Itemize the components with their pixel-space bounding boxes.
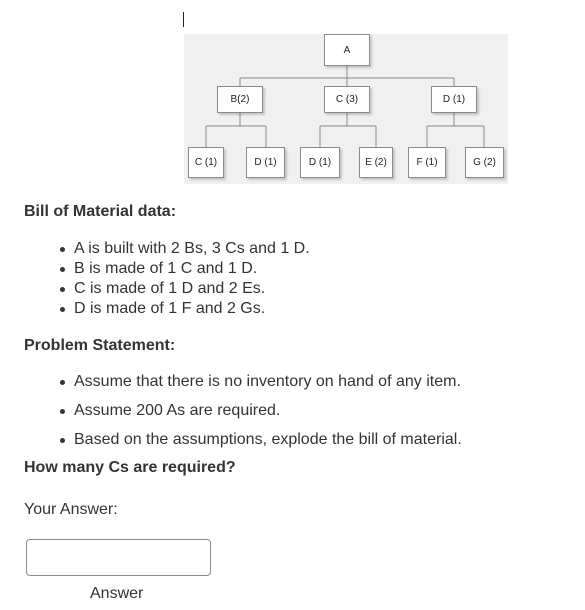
answer-caption: Answer: [90, 585, 144, 602]
bom-tree-diagram: [184, 34, 508, 184]
list-item: B is made of 1 C and 1 D.: [58, 259, 310, 279]
list-item: Based on the assumptions, explode the bill of material.: [58, 428, 462, 457]
list-item: A is built with 2 Bs, 3 Cs and 1 D.: [58, 239, 310, 259]
list-item: D is made of 1 F and 2 Gs.: [58, 299, 310, 319]
problem-list: [58, 370, 462, 457]
list-item: Assume 200 As are required.: [58, 399, 462, 428]
list-item: Assume that there is no inventory on hand of any item.: [58, 370, 462, 399]
bom-heading: Bill of Material data:: [24, 203, 177, 220]
bom-node-b-d: D (1): [246, 147, 285, 178]
problem-heading: Problem Statement:: [24, 337, 176, 354]
bom-node-c-e: E (2): [359, 147, 393, 178]
bom-node-d-g: G (2): [465, 147, 504, 178]
bom-list: [58, 239, 310, 319]
bom-node-d-f: F (1): [408, 147, 446, 178]
bom-node-b-c: C (1): [188, 147, 224, 178]
bom-node-c: C (3): [324, 86, 370, 113]
bom-node-c-d: D (1): [300, 147, 340, 178]
bom-node-d: D (1): [431, 86, 477, 113]
bom-node-a: A: [324, 34, 370, 66]
bom-node-b: B(2): [217, 86, 263, 113]
text-cursor: [183, 12, 184, 27]
answer-input[interactable]: [26, 539, 211, 576]
your-answer-label: Your Answer:: [24, 501, 118, 518]
question-text: How many Cs are required?: [24, 459, 236, 476]
list-item: C is made of 1 D and 2 Es.: [58, 279, 310, 299]
